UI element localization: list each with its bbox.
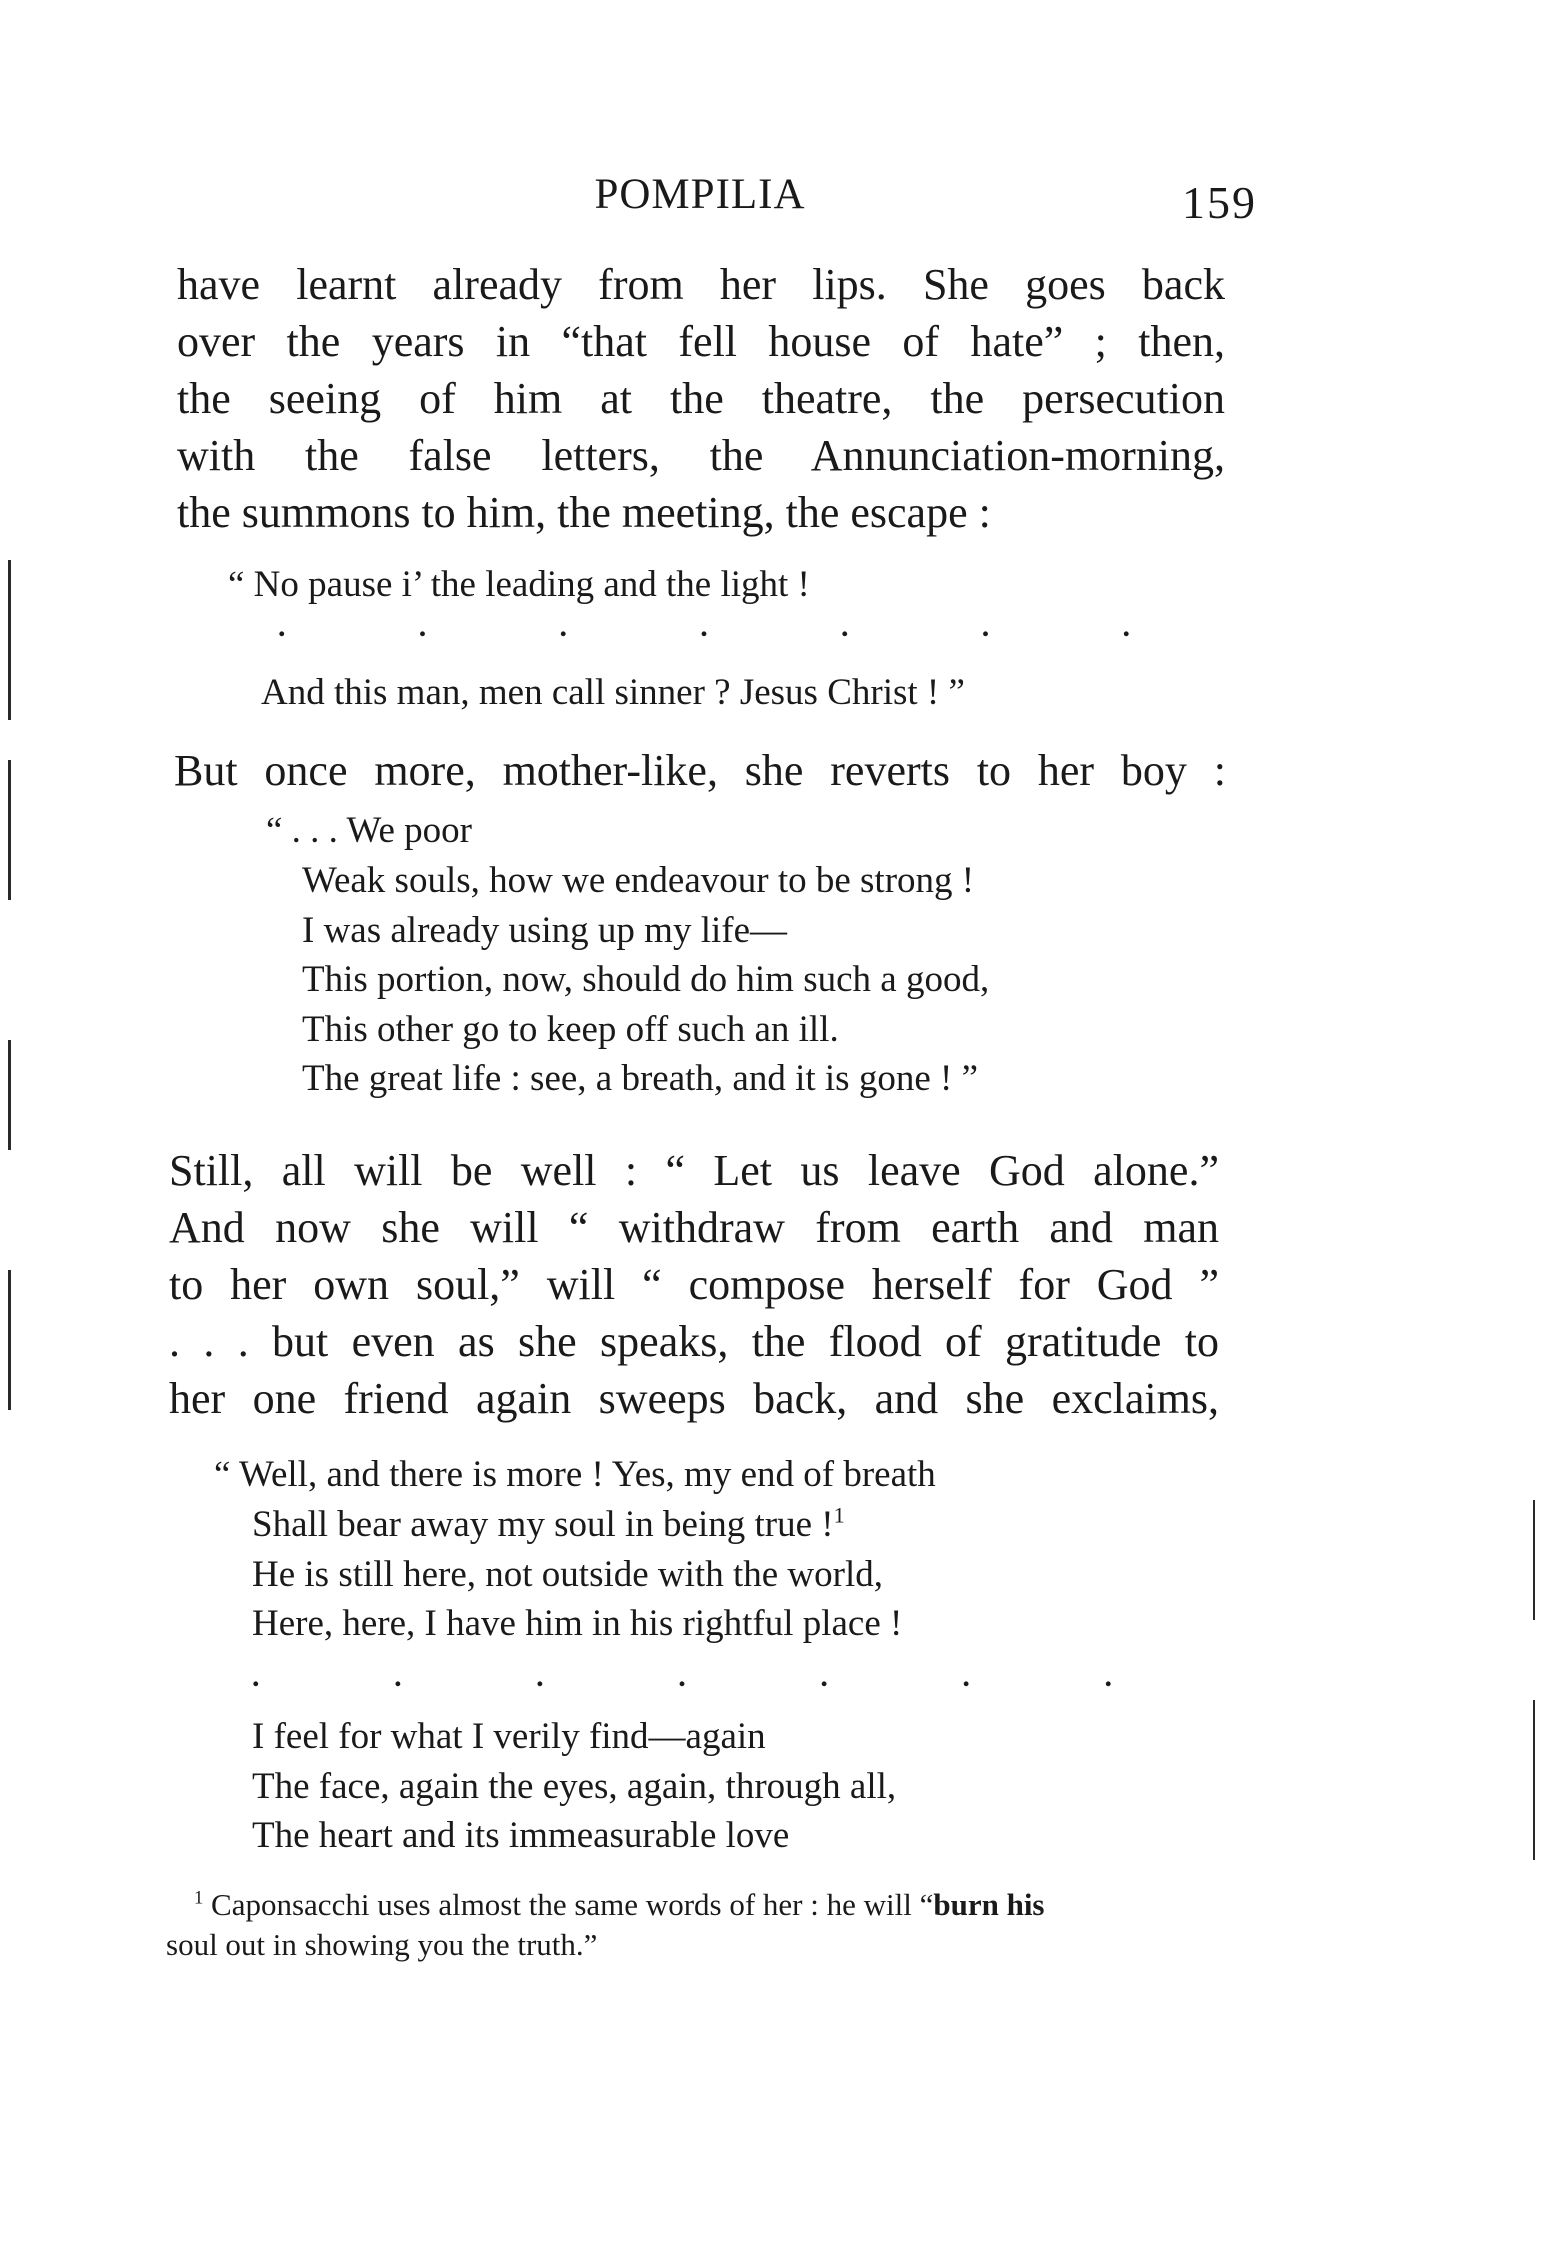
- running-header-title: POMPILIA: [594, 171, 806, 218]
- verse-line: [252, 1500, 902, 1550]
- ellipsis-dot: .: [252, 1660, 260, 1693]
- footnote-bold-text: burn his: [933, 1887, 1045, 1922]
- paragraph-line: the seeing of him at the theatre, the persecution: [177, 374, 1225, 423]
- verse-line: I feel for what I verily find—again: [252, 1716, 766, 1757]
- paragraph-line: But once more, mother-like, she reverts to her boy :: [174, 746, 1226, 795]
- left-margin-mark: [8, 760, 11, 900]
- verse-line: “ No pause i’ the leading and the light !: [228, 564, 810, 605]
- ellipsis-dot: .: [962, 1660, 970, 1693]
- verse-line-text: Shall bear away my soul in being true !: [252, 1504, 834, 1545]
- paragraph-line: the summons to him, the meeting, the escape :: [177, 488, 991, 537]
- paragraph-line: with the false letters, the Annunciation-morning,: [177, 431, 1225, 480]
- ellipsis-dot: .: [841, 610, 849, 643]
- verse-line: Here, here, I have him in his rightful place !: [252, 1603, 903, 1644]
- footnote-line: soul out in showing you the truth.”: [166, 1927, 598, 1962]
- ellipsis-dot: .: [820, 1660, 828, 1693]
- paragraph-line: over the years in “that fell house of hate” ; then,: [177, 317, 1225, 366]
- paragraph-line: And now she will “ withdraw from earth and man: [169, 1203, 1219, 1252]
- verse-line: The great life : see, a breath, and it is gone ! ”: [302, 1058, 978, 1099]
- footnote-marker: 1: [194, 1887, 204, 1909]
- verse-quote-1-end: [261, 668, 965, 718]
- verse-line: The face, again the eyes, again, through all,: [252, 1765, 897, 1807]
- ellipsis-dot: .: [981, 610, 990, 643]
- verse-quote-1: [228, 560, 810, 610]
- verse-line: The heart and its immeasurable love: [252, 1815, 790, 1856]
- verse-quote-2-body: [302, 856, 989, 1104]
- right-margin-mark: [1533, 1700, 1535, 1860]
- ellipsis-dot: .: [1104, 1660, 1112, 1693]
- left-margin-mark: [8, 1270, 11, 1410]
- verse-quote-2: [266, 806, 472, 856]
- right-margin-mark: [1533, 1500, 1535, 1620]
- verse-line: “ . . . We poor: [266, 810, 472, 851]
- page-number: 159: [1182, 177, 1257, 228]
- ellipsis-dot: .: [559, 610, 567, 643]
- paragraph-line: Still, all will be well : “ Let us leave God alone.”: [169, 1146, 1219, 1195]
- footnote: [166, 1885, 1045, 1965]
- left-margin-mark: [8, 560, 11, 720]
- ellipsis-dot: .: [418, 610, 427, 643]
- footnote-reference[interactable]: 1: [833, 1502, 845, 1528]
- verse-line: This portion, now, should do him such a good,: [302, 959, 990, 1000]
- verse-quote-3-tail: [252, 1712, 896, 1861]
- footnote-line: [166, 1885, 1045, 1925]
- verse-line: This other go to keep off such an ill.: [302, 1008, 839, 1050]
- paragraph-line: to her own soul,” will “ compose herself for God ”: [169, 1260, 1219, 1309]
- ellipsis-dot: .: [394, 1660, 402, 1693]
- left-margin-mark: [8, 1040, 11, 1150]
- verse-ellipsis-2: [252, 1660, 1112, 1694]
- paragraph-line: have learnt already from her lips. She goes back: [177, 260, 1225, 309]
- ellipsis-dot: .: [536, 1660, 544, 1693]
- verse-line: I was already using up my life—: [302, 909, 787, 951]
- ellipsis-dot: .: [678, 1660, 686, 1693]
- paragraph-1: [177, 256, 1225, 541]
- footnote-text: Caponsacchi uses almost the same words of her : he will “: [211, 1887, 934, 1922]
- paragraph-3: [169, 1142, 1219, 1427]
- verse-ellipsis-1: [278, 610, 1130, 644]
- ellipsis-dot: .: [700, 610, 708, 643]
- verse-line: He is still here, not outside with the world,: [252, 1553, 883, 1595]
- paragraph-line: . . . but even as she speaks, the flood of gratitude to: [169, 1317, 1219, 1366]
- ellipsis-dot: .: [1122, 610, 1130, 643]
- verse-line: “ Well, and there is more ! Yes, my end of breath: [214, 1454, 936, 1495]
- verse-quote-3: [214, 1450, 936, 1500]
- verse-line: And this man, men call sinner ? Jesus Christ ! ”: [261, 672, 965, 713]
- verse-line: Weak souls, how we endeavour to be strong !: [302, 860, 975, 901]
- verse-quote-3-body: [252, 1500, 902, 1649]
- paragraph-line: her one friend again sweeps back, and she exclaims,: [169, 1374, 1219, 1423]
- ellipsis-dot: .: [278, 610, 286, 643]
- paragraph-2: [174, 742, 1226, 799]
